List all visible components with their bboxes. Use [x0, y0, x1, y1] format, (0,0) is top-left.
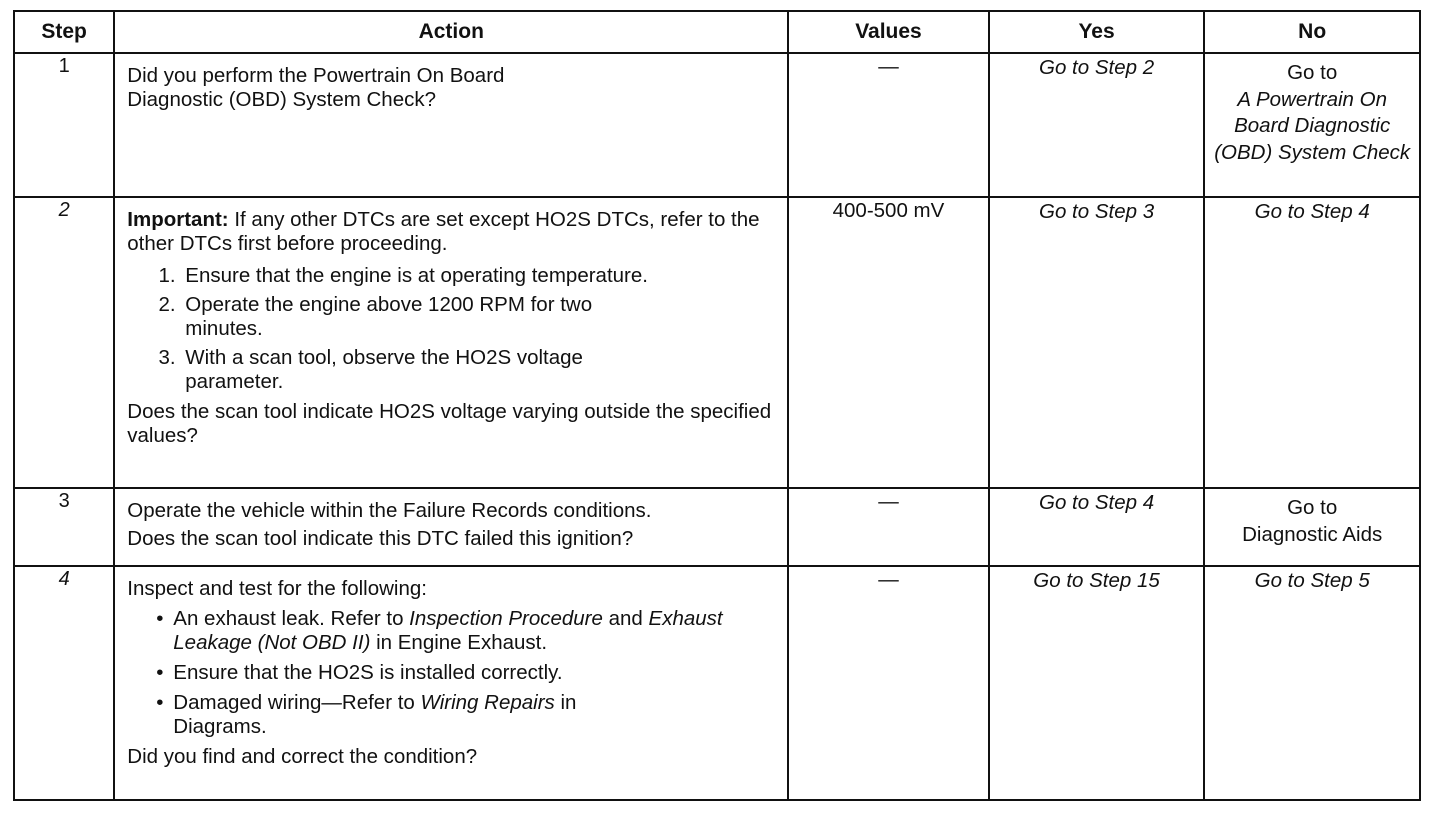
list-item — [173, 607, 779, 655]
header-action: Action — [114, 11, 788, 53]
bullet-list — [127, 607, 779, 739]
action-question: Did you perform the Powertrain On Board Diagnostic (OBD) System Check? — [127, 64, 505, 111]
important-text: If any other DTCs are set except HO2S DTCs, refer to the other DTCs first before proceeding. — [127, 208, 760, 255]
header-step: Step — [14, 11, 114, 53]
table-row — [14, 53, 1420, 197]
no-prefix: Go to — [1287, 61, 1338, 84]
yes-cell: Go to Step 4 — [989, 488, 1205, 566]
yes-cell: Go to Step 3 — [989, 197, 1205, 488]
values-cell: — — [788, 488, 989, 566]
no-prefix: Go to — [1287, 496, 1338, 519]
values-cell: 400-500 mV — [788, 197, 989, 488]
no-cell — [1204, 53, 1420, 197]
reference-link: Wiring Repairs — [420, 691, 555, 714]
action-question: Did you find and correct the condition? — [127, 745, 478, 768]
reference-link: Exhaust Leakage (Not OBD II) — [173, 607, 723, 654]
step-number: 3 — [14, 488, 114, 566]
table-row — [14, 566, 1420, 800]
action-cell — [114, 197, 788, 488]
no-target: Diagnostic Aids — [1242, 522, 1383, 546]
yes-cell: Go to Step 15 — [989, 566, 1205, 800]
action-question: Does the scan tool indicate this DTC failed this ignition? — [127, 527, 634, 550]
list-item — [173, 691, 779, 739]
bullet-text: An exhaust leak. Refer to — [173, 607, 410, 630]
list-item: • Ensure that the HO2S is installed correctly. — [173, 661, 779, 685]
header-row — [14, 11, 1420, 53]
values-cell: — — [788, 566, 989, 800]
list-item: 1. Ensure that the engine is at operating temperature. — [181, 264, 779, 288]
bullet-text: Damaged wiring—Refer to — [173, 691, 421, 714]
no-cell — [1204, 488, 1420, 566]
step-number: 1 — [14, 53, 114, 197]
header-values: Values — [788, 11, 989, 53]
important-label: Important: — [127, 208, 229, 231]
step-number: 2 — [14, 197, 114, 488]
important-note — [127, 208, 779, 256]
bullet-text: in Engine Exhaust. — [370, 631, 548, 654]
no-cell: Go to Step 5 — [1204, 566, 1420, 800]
diagnostic-table — [13, 10, 1421, 801]
reference-link: Inspection Procedure — [409, 607, 603, 630]
table-row — [14, 197, 1420, 488]
list-item: 2. Operate the engine above 1200 RPM for two minutes. — [181, 293, 779, 341]
values-cell: — — [788, 53, 989, 197]
step-list — [127, 264, 779, 394]
step-number: 4 — [14, 566, 114, 800]
action-cell — [114, 566, 788, 800]
action-question: Does the scan tool indicate HO2S voltage varying outside the specified values? — [127, 400, 772, 447]
header-no: No — [1204, 11, 1420, 53]
table-row — [14, 488, 1420, 566]
yes-cell: Go to Step 2 — [989, 53, 1205, 197]
action-cell — [114, 488, 788, 566]
list-item: 3. With a scan tool, observe the HO2S voltage parameter. — [181, 346, 779, 394]
bullet-text: in Diagrams. — [173, 691, 577, 738]
bullet-text: and — [602, 607, 649, 630]
no-link: A Powertrain On Board Diagnostic (OBD) System Check — [1214, 87, 1411, 164]
action-cell — [114, 53, 788, 197]
header-yes: Yes — [989, 11, 1205, 53]
no-cell: Go to Step 4 — [1204, 197, 1420, 488]
action-intro: Inspect and test for the following: — [127, 577, 427, 600]
action-text: Operate the vehicle within the Failure Records conditions. — [127, 499, 652, 522]
